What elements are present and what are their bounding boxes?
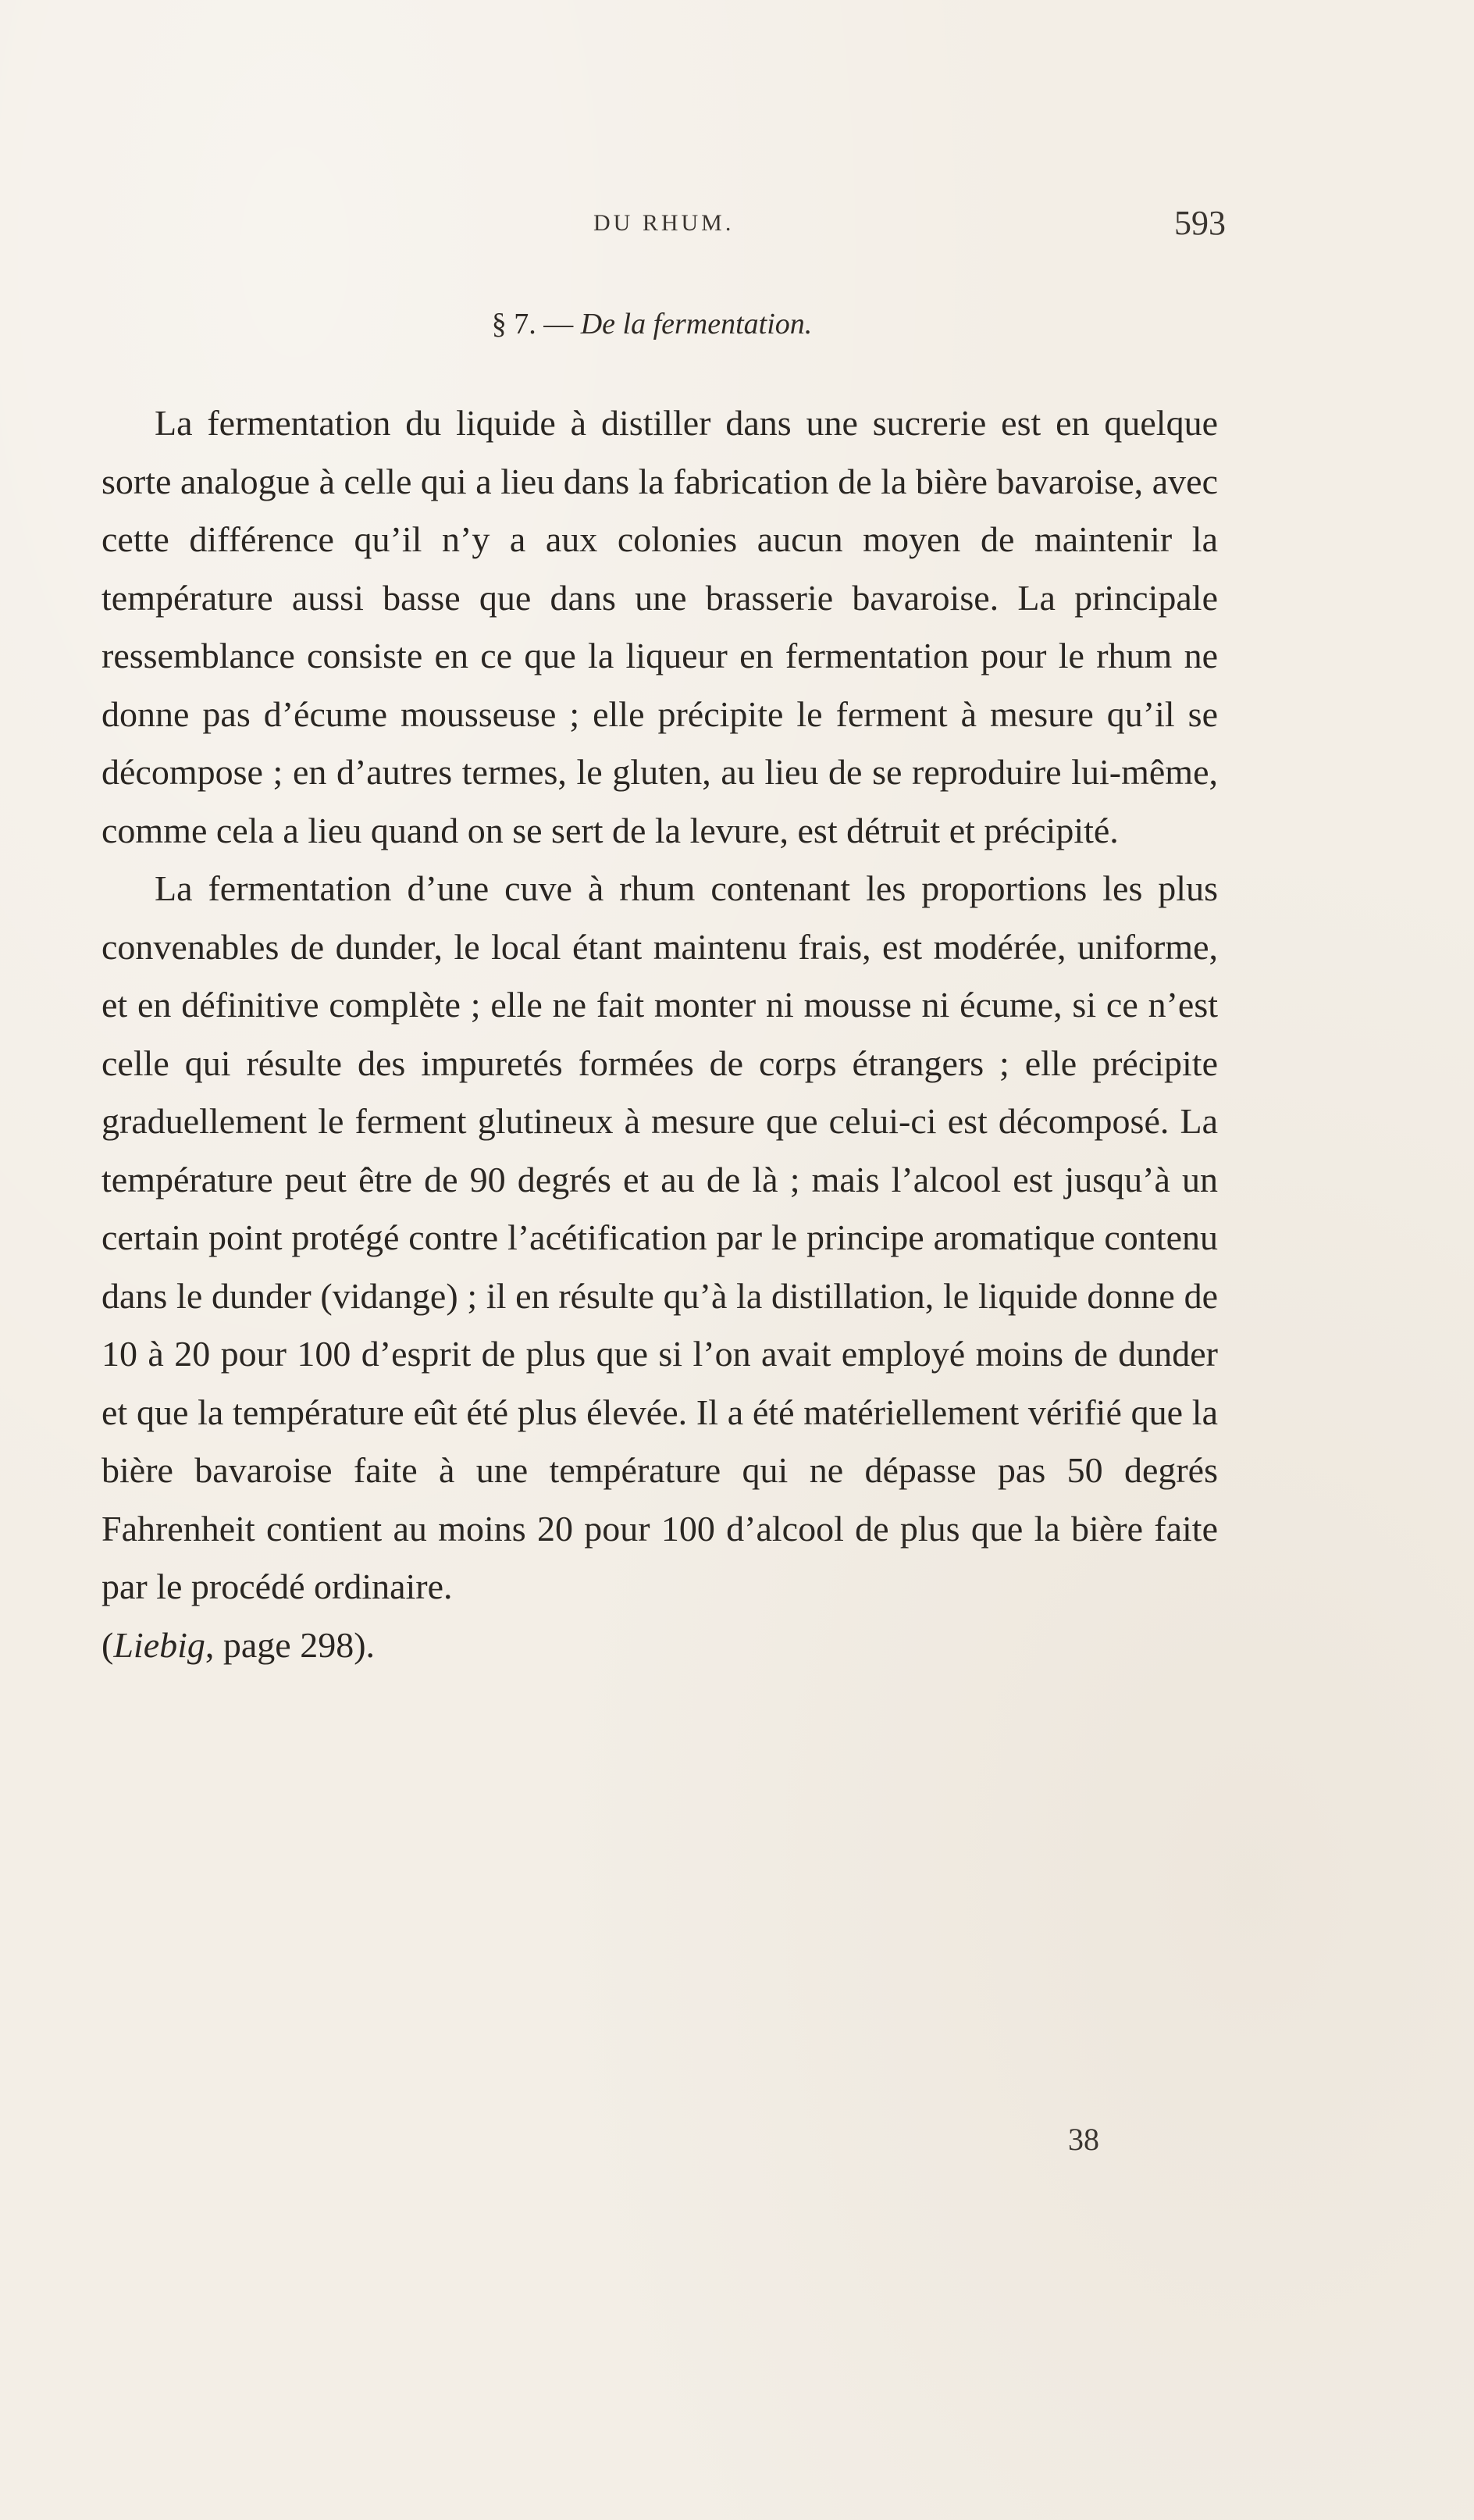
paragraph: La fermentation du liquide à distiller dans une sucrerie est en quelque sorte analogue à celle qui a lieu dans la fabrication de la bière bavaroise, avec cette différence qu’il n’y a aux colonies aucun moyen de maintenir la température aussi basse que dans une brasserie bavaroise. La principale ressemblance consiste en ce que la liqueur en fermentation pour le rhum ne donne pas d’écume mousseuse ; elle précipite le ferment à mesure qu’il se décompose ; en d’autres termes, le gluten, au lieu de se reproduire lui-même, comme cela a lieu quand on se sert de la levure, est détruit et précipité. bbox=[101, 403, 1218, 850]
running-title: DU RHUM. bbox=[593, 210, 735, 236]
section-title: De la fermentation. bbox=[580, 308, 813, 340]
page-number: 593 bbox=[1174, 204, 1226, 242]
section-mark: § 7. — bbox=[491, 308, 574, 340]
citation-author: Liebig bbox=[113, 1624, 205, 1665]
body-text bbox=[101, 394, 1218, 1674]
paragraph bbox=[101, 860, 1218, 1674]
paragraph-text: La fermentation d’une cuve à rhum contenant les proportions les plus convenables de dunder, le local étant maintenu frais, est modérée, uniforme, et en définitive complète ; elle ne fait monter ni mousse ni écume, si ce n’est celle qui résulte des impuretés formées de corps étrangers ; elle précipite graduellement le ferment glutineux à mesure que celui-ci est décomposé. La température peut être de 90 degrés et au de là ; mais l’alcool est jusqu’à un certain point protégé contre l’acétification par le principe aromatique contenu dans le dunder (vidange) ; il en résulte qu’à la distillation, le liquide donne de 10 à 20 pour 100 d’esprit de plus que si l’on avait employé moins de dunder et que la température eût été plus élevée. Il a été matériellement vérifié que la bière bavaroise faite à une température qui ne dépasse pas 50 degrés Fahrenheit contient au moins 20 pour 100 d’alcool de plus que la bière faite par le procédé ordinaire. bbox=[101, 868, 1218, 1606]
running-head bbox=[101, 200, 1226, 247]
section-heading bbox=[0, 301, 1304, 348]
signature-mark: 38 bbox=[1068, 2122, 1099, 2157]
citation: (Liebig, page 298). bbox=[101, 1624, 376, 1665]
